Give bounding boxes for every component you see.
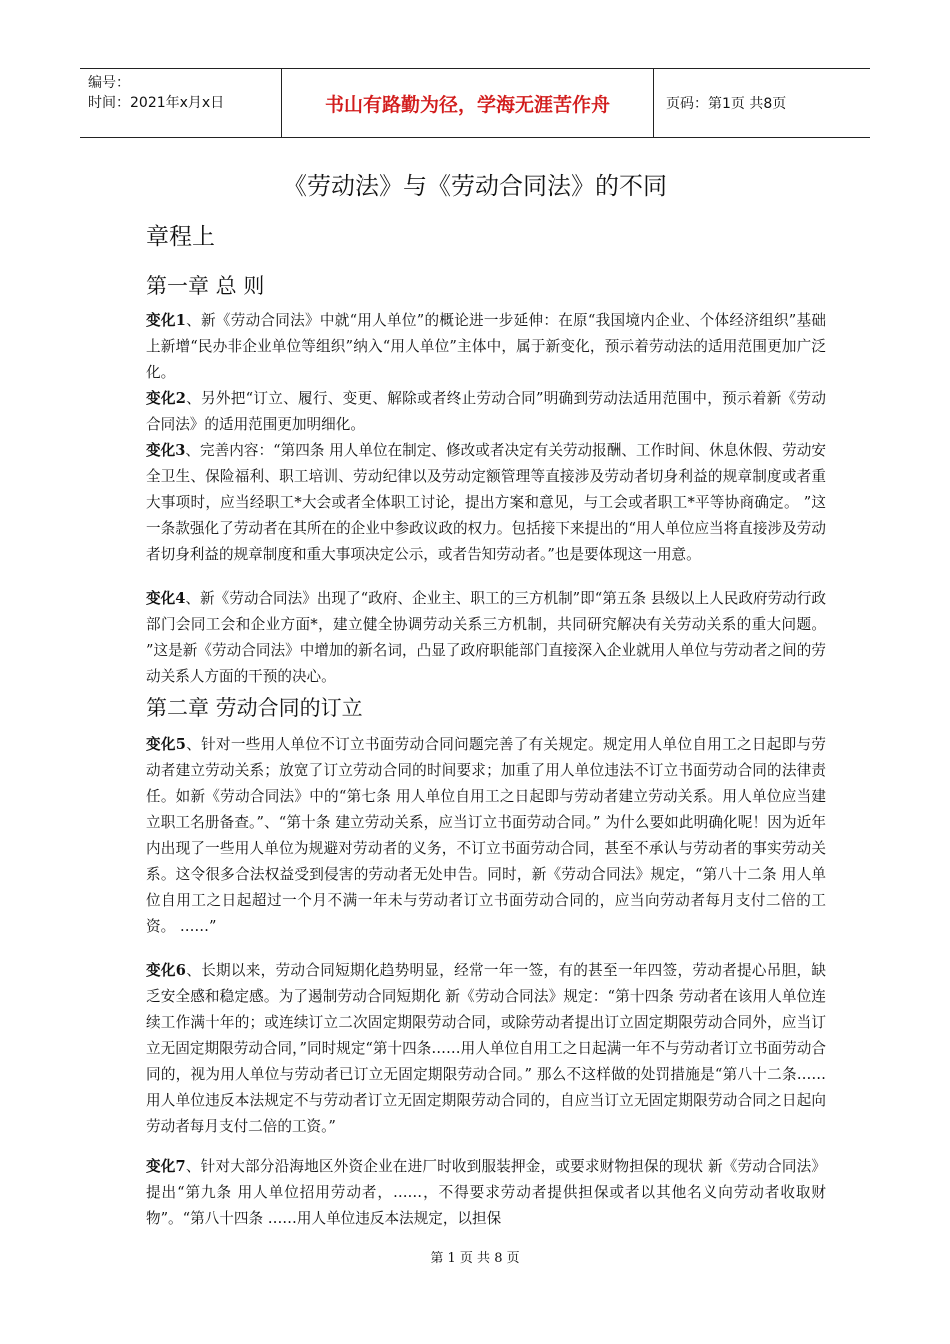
change-label: 变化6 bbox=[146, 962, 186, 979]
change-label: 变化3 bbox=[146, 442, 186, 459]
header-table bbox=[80, 68, 870, 138]
paragraph-change-4 bbox=[146, 586, 826, 690]
paragraph-change-2 bbox=[146, 386, 826, 438]
number-label: 编号： bbox=[88, 75, 130, 91]
paragraph-change-6 bbox=[146, 958, 826, 1140]
change-text: 、针对大部分沿海地区外资企业在进厂时收到服装押金，或要求财物担保的现状 新《劳动合同法》提出“第九条 用人单位招用劳动者，……，不得要求劳动者提供担保或者以其他名义向劳动者收取财物”。“第八十四条 ……用人单位违反本法规定，以担保 bbox=[146, 1158, 826, 1227]
change-text: 、长期以来，劳动合同短期化趋势明显，经常一年一签，有的甚至一年四签，劳动者提心吊胆，缺乏安全感和稳定感。为了遏制劳动合同短期化 新《劳动合同法》规定：“第十四条 劳动者在该用人单位连续工作满十年的；或连续订立二次固定期限劳动合同，或除劳动者提出订立固定期限劳动合同外，应当订立无固定期限劳动合同，”同时规定“第十四条……用人单位自用工之日起满一年不与劳动者订立书面劳动合同的，视为用人单位与劳动者已订立无固定期限劳动合同。” 那么不这样做的处罚措施是“第八十二条…… 用人单位违反本法规定不与劳动者订立无固定期限劳动合同的，自应当订立无固定期限劳动合同之日起向劳动者每月支付二倍的工资。” bbox=[146, 962, 826, 1135]
change-text: 、新《劳动合同法》中就“用人单位”的概论进一步延伸：在原“我国境内企业、个体经济组织”基础上新增“民办非企业单位等组织”纳入“用人单位”主体中，属于新变化，预示着劳动法的适用范围更加广泛化。 bbox=[146, 312, 826, 381]
header-page-info: 页码：第1页 共8页 bbox=[666, 96, 787, 112]
chapter-heading-2: 第二章 劳动合同的订立 bbox=[146, 696, 363, 720]
paragraph-change-7 bbox=[146, 1154, 826, 1232]
document-title: 《劳动法》与《劳动合同法》的不同 bbox=[283, 172, 667, 200]
paragraph-change-5 bbox=[146, 732, 826, 940]
change-text: 、针对一些用人单位不订立书面劳动合同问题完善了有关规定。规定用人单位自用工之日起即与劳动者建立劳动关系；放宽了订立劳动合同的时间要求；加重了用人单位违法不订立书面劳动合同的法律责任。如新《劳动合同法》中的“第七条 用人单位自用工之日起即与劳动者建立劳动关系。用人单位应当建立职工名册备查。”、“第十条 建立劳动关系，应当订立书面劳动合同。” 为什么要如此明确化呢！因为近年内出现了一些用人单位为规避对劳动者的义务，不订立书面劳动合同，甚至不承认与劳动者的事实劳动关系。这令很多合法权益受到侵害的劳动者无处申告。同时，新《劳动合同法》规定，“第八十二条 用人单位自用工之日起超过一个月不满一年未与劳动者订立书面劳动合同的，应当向劳动者每月支付二倍的工资。 ……” bbox=[146, 736, 826, 935]
change-label: 变化2 bbox=[146, 390, 186, 407]
section-title: 章程上 bbox=[146, 224, 215, 250]
page-footer: 第 1 页 共 8 页 bbox=[430, 1251, 520, 1266]
header-motto: 书山有路勤为径，学海无涯苦作舟 bbox=[282, 69, 654, 137]
change-text: 、新《劳动合同法》出现了“政府、企业主、职工的三方机制”即“第五条 县级以上人民政府劳动行政部门会同工会和企业方面*，建立健全协调劳动关系三方机制，共同研究解决有关劳动关系的重大问题。 ”这是新《劳动合同法》中增加的新名词，凸显了政府职能部门直接深入企业就用人单位与劳动者之间的劳动关系人方面的干预的决心。 bbox=[146, 590, 826, 685]
change-label: 变化7 bbox=[146, 1158, 186, 1175]
change-label: 变化5 bbox=[146, 736, 186, 753]
change-label: 变化1 bbox=[146, 312, 186, 329]
date-label: 时间：2021年x月x日 bbox=[88, 95, 225, 111]
change-text: 、完善内容：“第四条 用人单位在制定、修改或者决定有关劳动报酬、工作时间、休息休假、劳动安全卫生、保险福利、职工培训、劳动纪律以及劳动定额管理等直接涉及劳动者切身利益的规章制度或者重大事项时，应当经职工*大会或者全体职工讨论，提出方案和意见，与工会或者职工*平等协商确定。 ”这一条款强化了劳动者在其所在的企业中参政议政的权力。包括接下来提出的“用人单位应当将直接涉及劳动者切身利益的规章制度和重大事项决定公示，或者告知劳动者。”也是要体现这一用意。 bbox=[146, 442, 826, 563]
chapter-heading-1: 第一章 总 则 bbox=[146, 274, 265, 298]
paragraph-change-3 bbox=[146, 438, 826, 568]
paragraph-change-1 bbox=[146, 308, 826, 386]
header-meta bbox=[80, 69, 282, 137]
change-label: 变化4 bbox=[146, 590, 186, 607]
change-text: 、另外把“订立、履行、变更、解除或者终止劳动合同”明确到劳动法适用范围中，预示着新《劳动合同法》的适用范围更加明细化。 bbox=[146, 390, 826, 433]
